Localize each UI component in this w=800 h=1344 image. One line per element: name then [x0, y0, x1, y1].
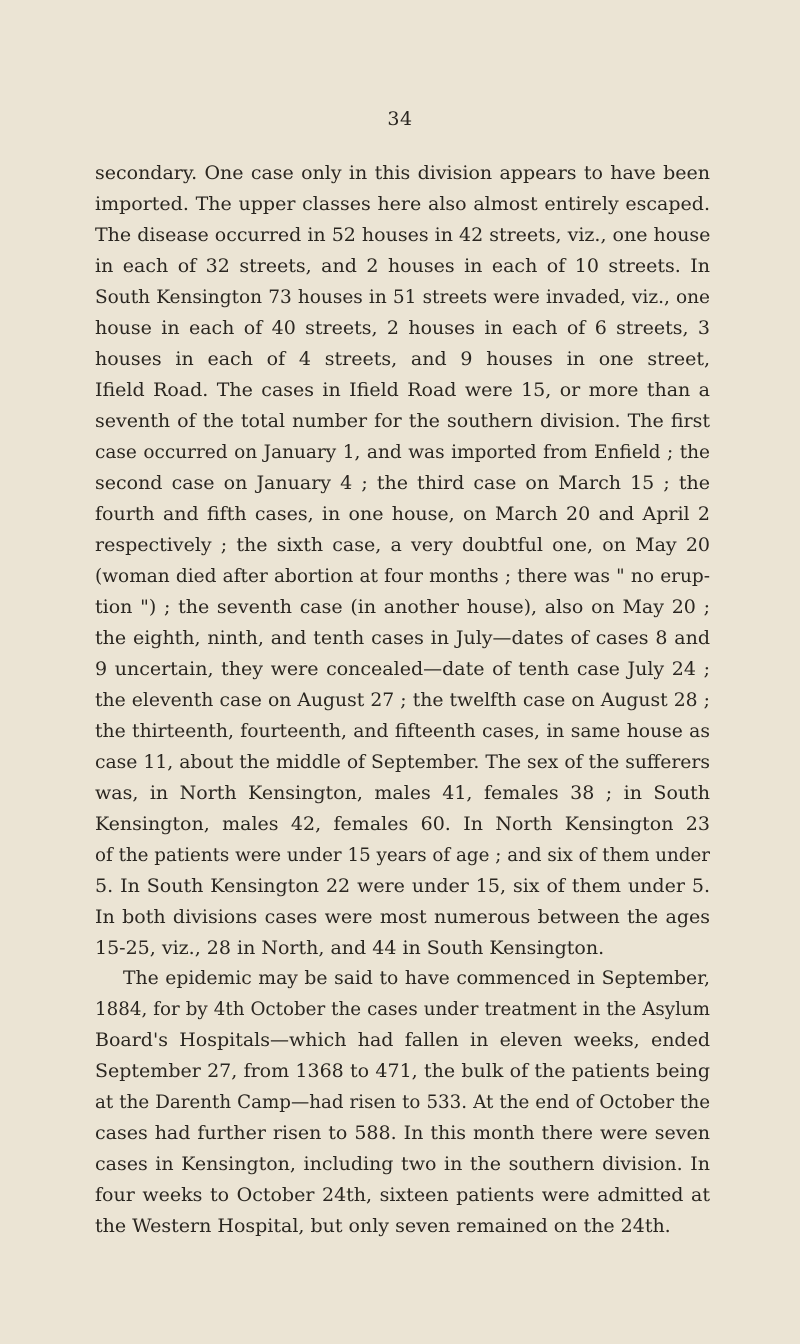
text-line: fourth and fifth cases, in one house, on March 20 and April 2: [95, 503, 710, 525]
text-line: Ifield Road. The cases in Ifield Road were 15, or more than a: [95, 379, 710, 401]
text-line: 9 uncertain, they were concealed—date of tenth case July 24 ;: [95, 658, 710, 680]
text-line: seventh of the total number for the southern division. The first: [95, 410, 710, 432]
paragraph-2: [95, 963, 710, 1242]
text-line: (woman died after abortion at four months ; there was " no erup-: [95, 566, 710, 587]
text-line: cases in Kensington, including two in the southern division. In: [95, 1153, 710, 1175]
text-line: The disease occurred in 52 houses in 42 streets, viz., one house: [95, 224, 710, 246]
text-line: the eighth, ninth, and tenth cases in July—dates of cases 8 and: [95, 627, 710, 649]
text-line: Board's Hospitals—which had fallen in eleven weeks, ended: [95, 1029, 710, 1051]
text-line: In both divisions cases were most numerous between the ages: [95, 906, 710, 928]
text-line: secondary. One case only in this division appears to have been: [95, 162, 710, 184]
text-line: 1884, for by 4th October the cases under treatment in the Asylum: [95, 999, 710, 1020]
text-line: at the Darenth Camp—had risen to 533. At the end of October the: [95, 1092, 710, 1113]
text-line: in each of 32 streets, and 2 houses in each of 10 streets. In: [95, 255, 710, 277]
paragraph-1: [95, 158, 710, 964]
text-line: Kensington, males 42, females 60. In North Kensington 23: [95, 813, 710, 835]
text-line: was, in North Kensington, males 41, females 38 ; in South: [95, 782, 710, 804]
text-line: the thirteenth, fourteenth, and fifteenth cases, in same house as: [95, 721, 710, 742]
text-line: tion ") ; the seventh case (in another house), also on May 20 ;: [95, 596, 710, 618]
text-line: 15-25, viz., 28 in North, and 44 in South Kensington.: [95, 937, 605, 959]
page-number: 34: [387, 108, 413, 130]
text-line: the Western Hospital, but only seven remained on the 24th.: [95, 1215, 671, 1237]
text-line: second case on January 4 ; the third case on March 15 ; the: [95, 472, 710, 494]
text-line: four weeks to October 24th, sixteen patients were admitted at: [95, 1184, 710, 1206]
text-line: The epidemic may be said to have commenced in September,: [123, 968, 710, 989]
text-line: case occurred on January 1, and was imported from Enfield ; the: [95, 442, 710, 463]
text-line: houses in each of 4 streets, and 9 houses in one street,: [95, 348, 710, 370]
text-line: respectively ; the sixth case, a very doubtful one, on May 20: [95, 534, 710, 556]
text-line: cases had further risen to 588. In this month there were seven: [95, 1122, 710, 1144]
text-line: imported. The upper classes here also almost entirely escaped.: [95, 193, 710, 215]
text-line: South Kensington 73 houses in 51 streets were invaded, viz., one: [95, 287, 710, 308]
text-line: case 11, about the middle of September. The sex of the sufferers: [95, 752, 710, 773]
text-line: 5. In South Kensington 22 were under 15, six of them under 5.: [95, 875, 710, 897]
text-line: September 27, from 1368 to 471, the bulk of the patients being: [95, 1060, 710, 1082]
text-line: the eleventh case on August 27 ; the twelfth case on August 28 ;: [95, 690, 710, 711]
text-line: house in each of 40 streets, 2 houses in each of 6 streets, 3: [95, 317, 710, 339]
text-line: of the patients were under 15 years of age ; and six of them under: [95, 845, 710, 866]
